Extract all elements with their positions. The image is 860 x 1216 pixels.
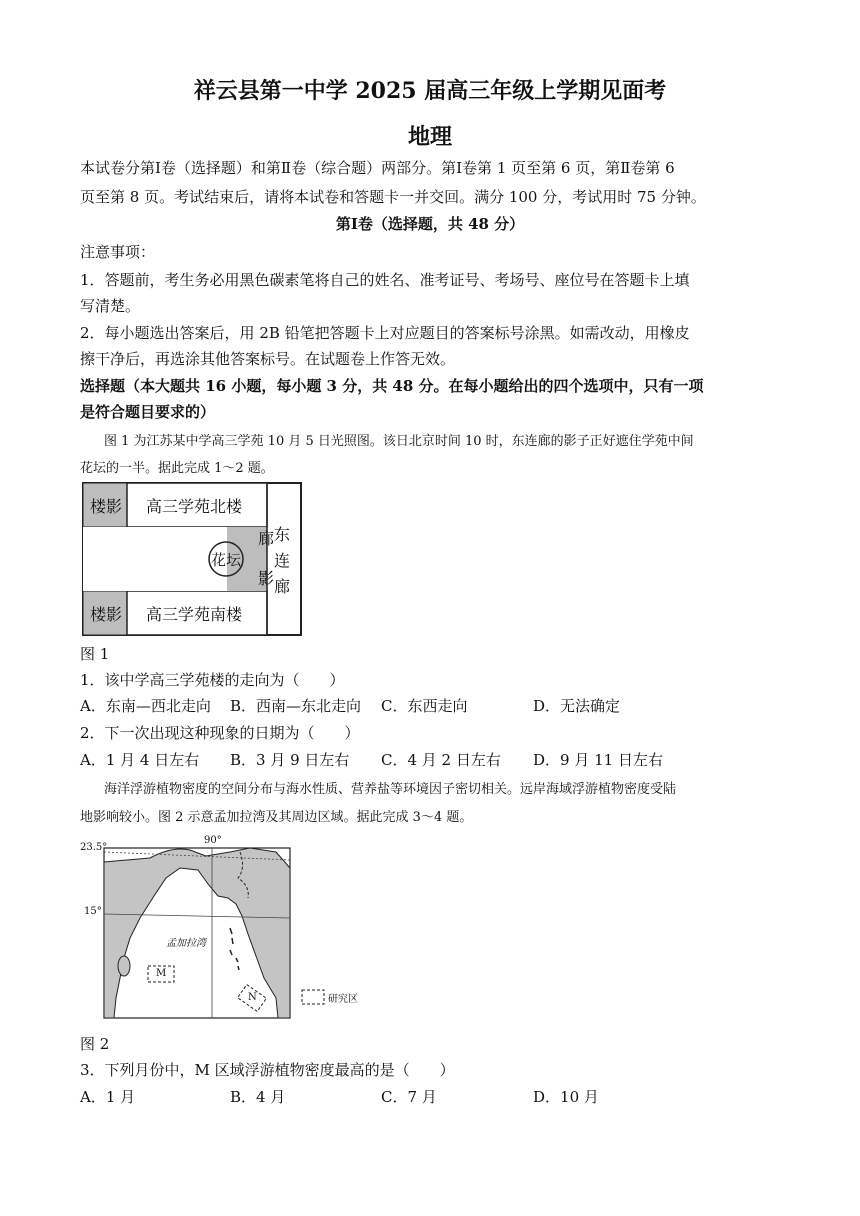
section-line-1: 选择题（本大题共 16 小题，每小题 3 分，共 48 分。在每小题给出的四个选项中，只有一项 (80, 377, 704, 395)
q2-option-a: A．1 月 4 日左右 (80, 751, 200, 769)
legend-label: 研究区 (328, 994, 358, 1005)
lat-mid-label: 15° (84, 906, 102, 917)
notes-heading: 注意事项： (80, 243, 156, 261)
q1-stem: 1．该中学高三学苑楼的走向为（ ） (80, 671, 345, 689)
note-1-line-2: 写清楚。 (80, 297, 141, 315)
intro-line-2: 页至第 8 页。考试结束后，请将本试卷和答题卡一并交回。满分 100 分，考试用时 75 分钟。 (80, 188, 706, 206)
note-2-line-2: 擦干净后，再选涂其他答案标号。在试题卷上作答无效。 (80, 350, 456, 368)
shadow-label-top: 楼影 (90, 497, 123, 516)
south-building-label: 高三学苑南楼 (146, 605, 243, 624)
q3-stem: 3．下列月份中，M 区域浮游植物密度最高的是（ ） (80, 1061, 455, 1079)
lat-top-label: 23.5° (80, 842, 108, 853)
east-corridor-char-2: 连 (274, 551, 291, 570)
figure-2-caption: 图 2 (80, 1035, 110, 1053)
note-1-line-1: 1．答题前，考生务必用黑色碳素笔将自己的姓名、准考证号、考场号、座位号在答题卡上填 (80, 271, 690, 289)
q3-option-a: A．1 月 (80, 1088, 136, 1106)
q3-option-d: D．10 月 (533, 1088, 599, 1106)
part1-heading: 第Ⅰ卷（选择题，共 48 分） (335, 215, 525, 233)
corridor-shadow-char-2: 影 (258, 569, 275, 588)
east-corridor-char-1: 东 (274, 525, 291, 544)
passage1-line-2: 花坛的一半。据此完成 1～2 题。 (80, 461, 274, 476)
q2-option-c: C．4 月 2 日左右 (381, 751, 501, 769)
note-2-line-1: 2．每小题选出答案后，用 2B 铅笔把答题卡上对应题目的答案标号涂黑。如需改动，用橡皮 (80, 324, 690, 342)
q1-option-d: D．无法确定 (533, 697, 621, 715)
q1-option-a: A．东南—西北走向 (80, 697, 211, 715)
corridor-shadow-char-1: 廊 (258, 529, 275, 548)
lon-label: 90° (204, 835, 222, 846)
region-n-label: N (248, 992, 257, 1003)
q2-option-d: D．9 月 11 日左右 (533, 751, 663, 769)
q3-option-b: B．4 月 (230, 1088, 286, 1106)
q2-option-b: B．3 月 9 日左右 (230, 751, 350, 769)
bay-label: 孟加拉湾 (166, 938, 206, 949)
intro-line-1: 本试卷分第Ⅰ卷（选择题）和第Ⅱ卷（综合题）两部分。第Ⅰ卷第 1 页至第 6 页，第Ⅱ卷第 6 (80, 159, 675, 177)
figure-1-caption: 图 1 (80, 645, 110, 663)
flowerbed-label: 花坛 (211, 551, 242, 569)
q1-option-c: C．东西走向 (381, 697, 468, 715)
region-m-label: M (156, 968, 167, 979)
exam-title: 祥云县第一中学 2025 届高三年级上学期见面考 (193, 78, 667, 104)
section-line-2: 是符合题目要求的） (80, 403, 216, 421)
east-corridor-char-3: 廊 (274, 577, 291, 596)
passage1-line-1: 图 1 为江苏某中学高三学苑 10 月 5 日光照图。该日北京时间 10 时，东连廊的影子正好遮住学苑中间 (104, 434, 694, 449)
subject-title: 地理 (407, 124, 452, 150)
q2-stem: 2．下一次出现这种现象的日期为（ ） (80, 724, 360, 742)
q1-option-b: B．西南—东北走向 (230, 697, 362, 715)
q3-option-c: C．7 月 (381, 1088, 437, 1106)
shadow-label-bottom: 楼影 (90, 605, 123, 624)
passage2-line-2: 地影响较小。图 2 示意孟加拉湾及其周边区域。据此完成 3～4 题。 (80, 810, 473, 825)
passage2-line-1: 海洋浮游植物密度的空间分布与海水性质、营养盐等环境因子密切相关。远岸海域浮游植物密度受陆 (104, 782, 677, 797)
north-building-label: 高三学苑北楼 (146, 497, 243, 516)
